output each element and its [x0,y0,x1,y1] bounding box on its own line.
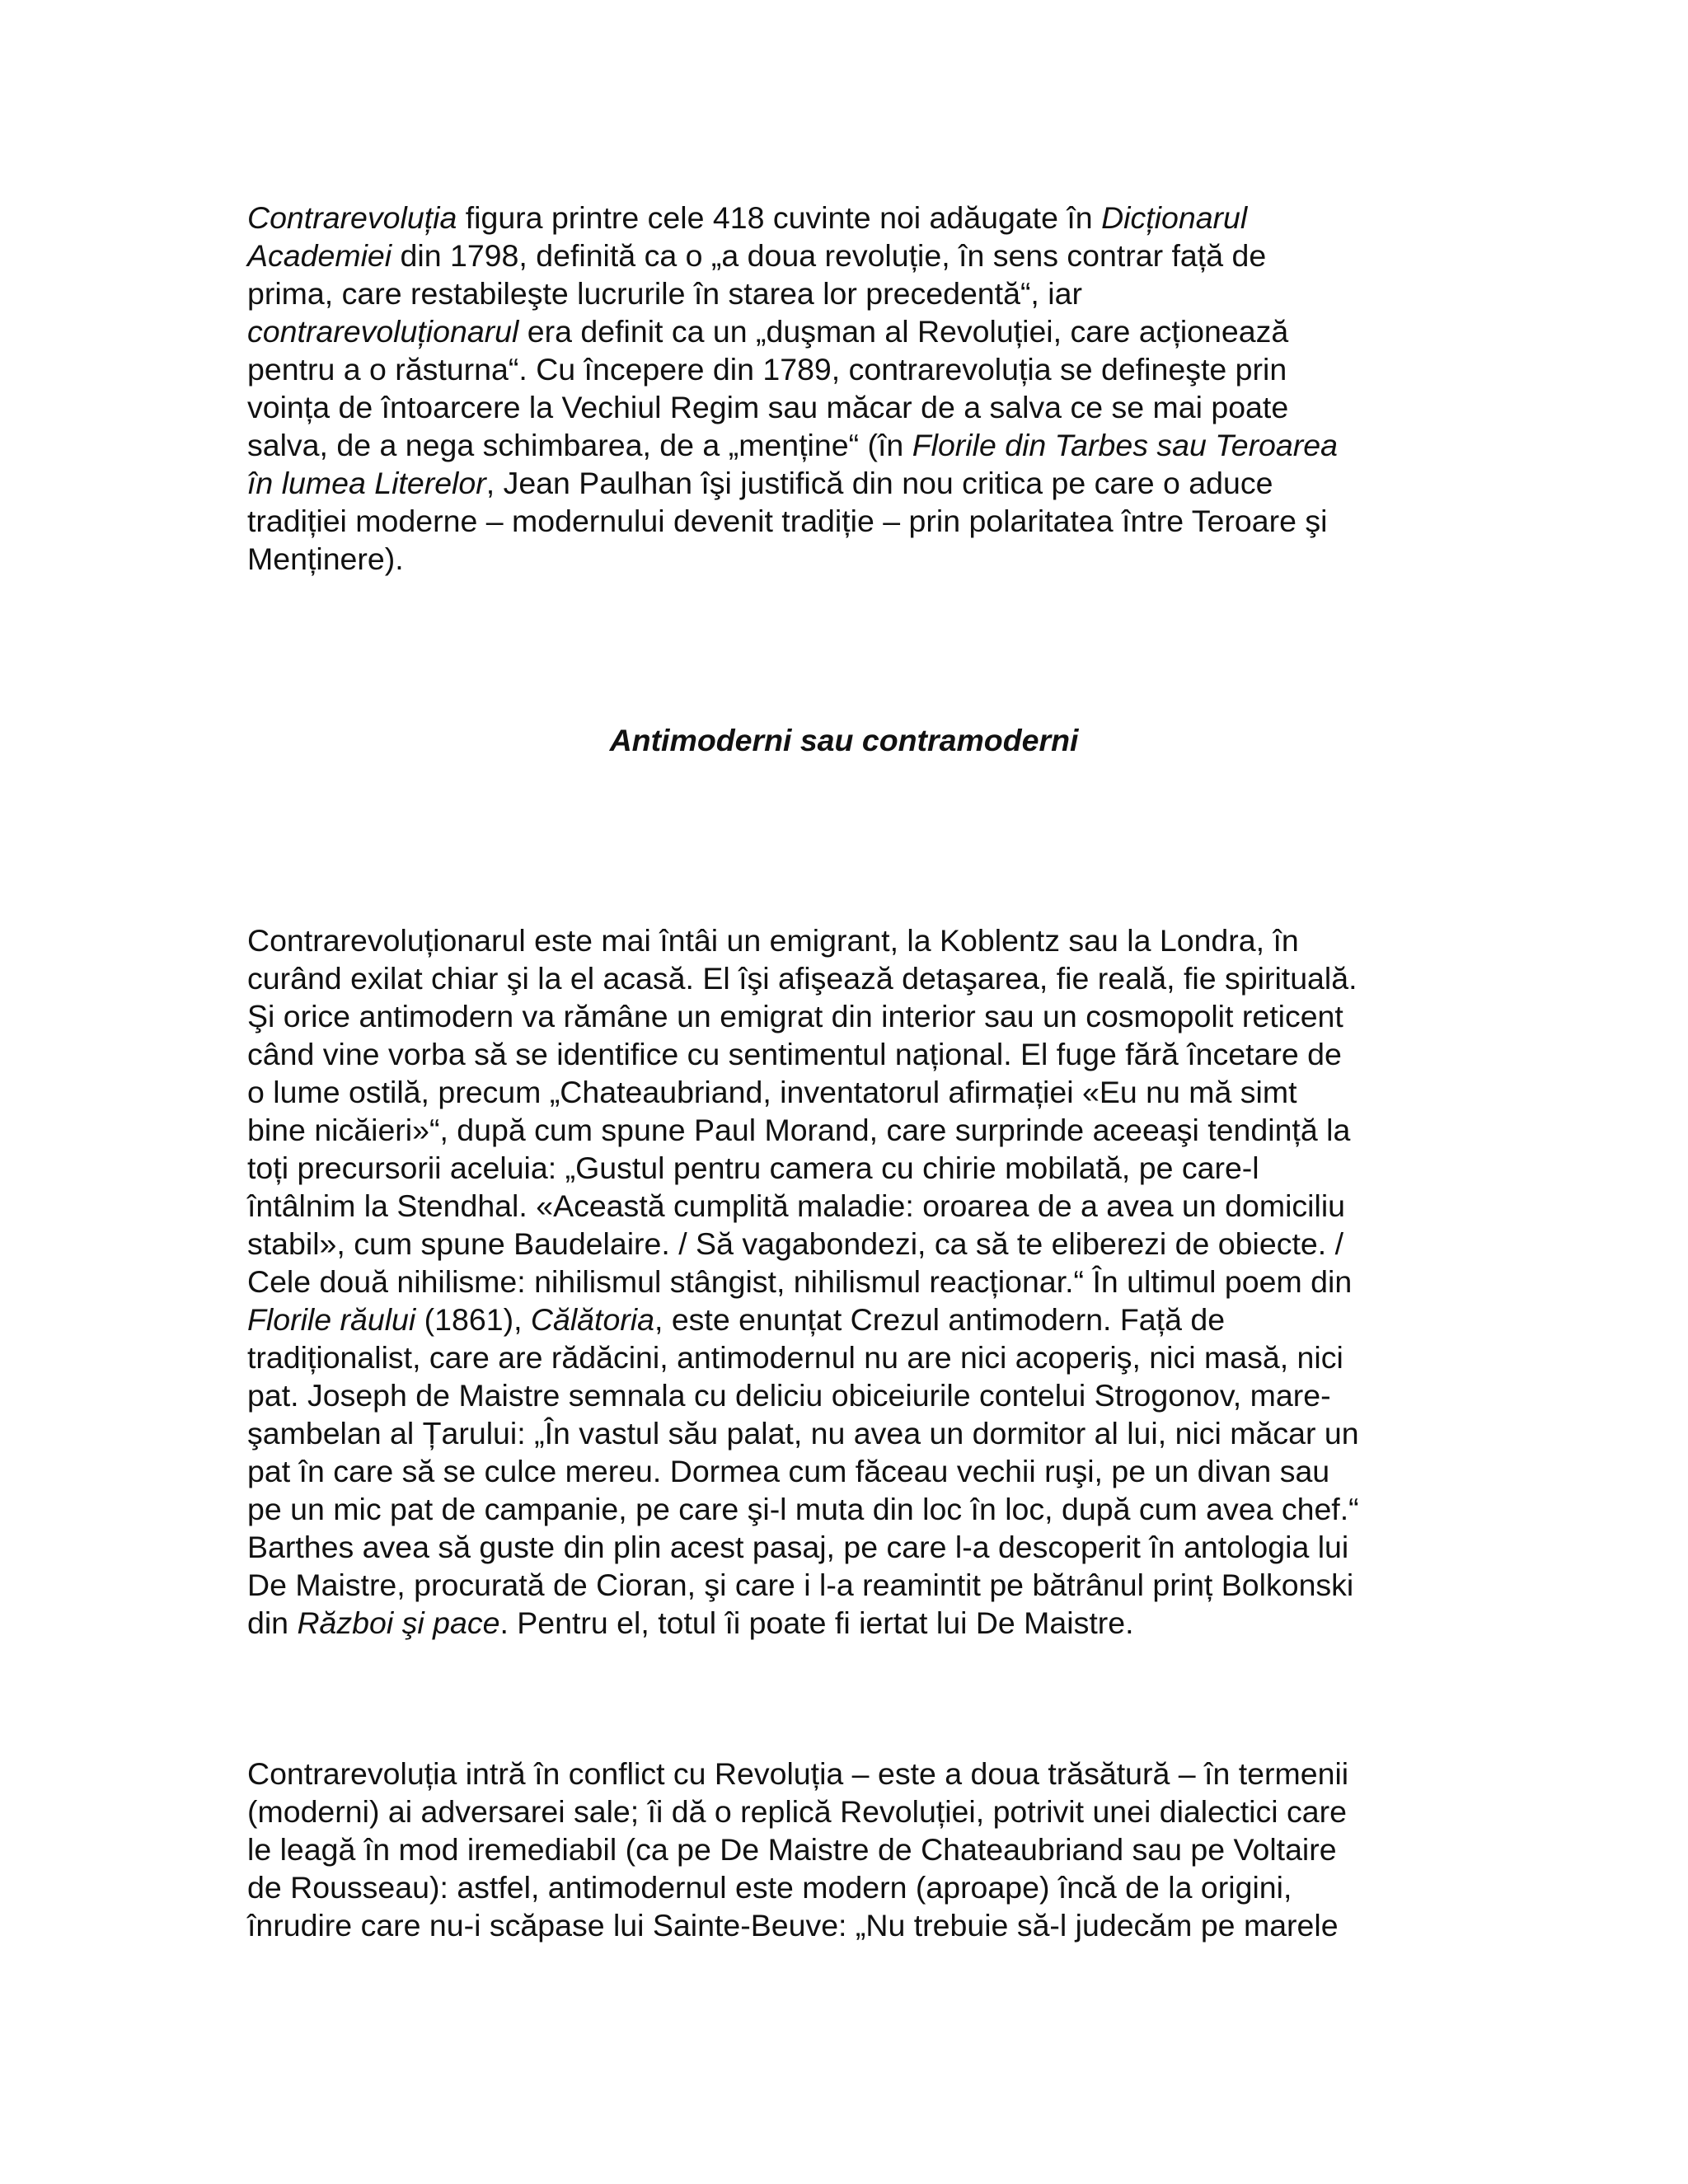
text-line [247,959,1359,997]
text-line [247,1225,1359,1263]
text-run: toți precursorii aceluia: „Gustul pentru camera cu chirie mobilată, pe care-l [247,1151,1259,1185]
text-run: din [247,1605,298,1640]
text-run: voința de întoarcere la Vechiul Regim sau măcar de a salva ce se mai poate [247,390,1289,424]
text-line [247,350,1338,388]
text-line [247,1830,1348,1868]
text-line [247,388,1338,426]
text-run: bine nicăieri»“, după cum spune Paul Morand, care surprinde aceeaşi tendință la [247,1113,1351,1147]
text-line [247,1452,1359,1490]
text-run: prima, care restabileşte lucrurile în starea lor precedentă“, iar [247,276,1082,311]
text-run: de Rousseau): astfel, antimodernul este modern (aproape) încă de la origini, [247,1870,1292,1905]
text-line [247,1566,1359,1604]
italic-text: Academiei [247,238,392,273]
text-line [247,1338,1359,1376]
text-line [247,426,1338,464]
text-line [247,1376,1359,1414]
text-run: pat. Joseph de Maistre semnala cu deliciu obiceiurile contelui Strogonov, mare- [247,1378,1331,1413]
text-line [247,1111,1359,1149]
text-run: curând exilat chiar şi la el acasă. El îşi afişează detaşarea, fie reală, fie spirituală. [247,961,1357,996]
text-line [247,1149,1359,1187]
text-run: pe un mic pat de campanie, pe care şi-l muta din loc în loc, după cum avea chef.“ [247,1492,1359,1526]
text-line [247,1263,1359,1301]
text-run: pentru a o răsturna“. Cu începere din 1789, contrarevoluția se defineşte prin [247,352,1287,387]
text-run: Barthes avea să guste din plin acest pasaj, pe care l-a descoperit în antologia lui [247,1530,1349,1564]
text-run: întâlnim la Stendhal. «Această cumplită maladie: oroarea de a avea un domiciliu [247,1188,1346,1223]
text-line [247,1301,1359,1338]
text-line [247,1187,1359,1225]
text-run: Contrarevoluționarul este mai întâi un emigrant, la Koblentz sau la Londra, în [247,923,1299,958]
section-heading: Antimoderni sau contramoderni [609,723,1079,757]
text-line [247,1528,1359,1566]
text-line [247,237,1338,274]
text-run: , Jean Paulhan îşi justifică din nou critica pe care o aduce [485,466,1273,500]
text-line [247,199,1338,237]
italic-text: Călătoria [530,1302,654,1337]
text-run: o lume ostilă, precum „Chateaubriand, inventatorul afirmației «Eu nu mă simt [247,1075,1297,1109]
text-run: tradiției moderne – modernului devenit tradiție – prin polaritatea între Teroare şi [247,504,1328,538]
text-run: era definit ca un „duşman al Revoluției, care acționează [518,314,1289,349]
text-line [247,1906,1348,1944]
text-line [247,1414,1359,1452]
text-run: când vine vorba să se identifice cu sentimentul național. El fuge fără încetare de [247,1037,1342,1071]
italic-text: Război şi pace [297,1605,500,1640]
text-line [247,1073,1359,1111]
text-run: Cele două nihilisme: nihilismul stângist, nihilismul reacționar.“ În ultimul poem din [247,1264,1353,1299]
text-line [247,312,1338,350]
text-line [247,1035,1359,1073]
paragraph-3 [247,1755,1348,1944]
text-line [247,274,1338,312]
text-run: le leagă în mod iremediabil (ca pe De Maistre de Chateaubriand sau pe Voltaire [247,1832,1337,1867]
text-run: Menținere). [247,541,404,576]
text-run: De Maistre, procurată de Cioran, şi care i l-a reamintit pe bătrânul prinț Bolkonski [247,1568,1354,1602]
text-line [247,502,1338,540]
text-run: pat în care să se culce mereu. Dormea cum făceau vechii ruşi, pe un divan sau [247,1454,1330,1488]
text-line [247,1868,1348,1906]
italic-text: Florile din Tarbes sau Teroarea [912,428,1338,462]
text-line [247,1604,1359,1642]
text-run: tradiționalist, care are rădăcini, antimodernul nu are nici acoperiş, nici masă, nici [247,1340,1343,1375]
italic-text: Dicționarul [1101,200,1248,235]
text-line [247,1490,1359,1528]
text-line [247,1755,1348,1793]
italic-text: Florile răului [247,1302,416,1337]
text-run: (moderni) ai adversarei sale; îi dă o replică Revoluției, potrivit unei dialectici care [247,1794,1347,1829]
text-run: Contrarevoluția intră în conflict cu Revoluția – este a doua trăsătură – în termenii [247,1756,1349,1791]
italic-text: Contrarevoluția [247,200,457,235]
italic-text: în lumea Literelor [247,466,486,500]
text-line [247,921,1359,959]
text-run: salva, de a nega schimbarea, de a „menține“ (în [247,428,912,462]
text-run: stabil», cum spune Baudelaire. / Să vagabondezi, ca să te eliberezi de obiecte. / [247,1226,1343,1261]
text-run: . Pentru el, totul îi poate fi iertat lui De Maistre. [499,1605,1134,1640]
text-run: (1861), [415,1302,531,1337]
text-line [247,1793,1348,1830]
paragraph-1 [247,199,1338,578]
text-run: din 1798, definită ca o „a doua revoluție, în sens contrar față de [392,238,1267,273]
text-line [247,540,1338,578]
text-run: Şi orice antimodern va rămâne un emigrat din interior sau un cosmopolit reticent [247,999,1343,1033]
paragraph-2 [247,921,1359,1642]
text-run: figura printre cele 418 cuvinte noi adăugate în [457,200,1102,235]
text-line [247,997,1359,1035]
text-line [247,464,1338,502]
text-run: , este enunțat Crezul antimodern. Față de [654,1302,1226,1337]
text-run: înrudire care nu-i scăpase lui Sainte-Beuve: „Nu trebuie să-l judecăm pe marele [247,1908,1339,1943]
text-run: şambelan al Țarului: „În vastul său palat, nu avea un dormitor al lui, nici măcar un [247,1416,1359,1451]
italic-text: contrarevoluționarul [247,314,519,349]
